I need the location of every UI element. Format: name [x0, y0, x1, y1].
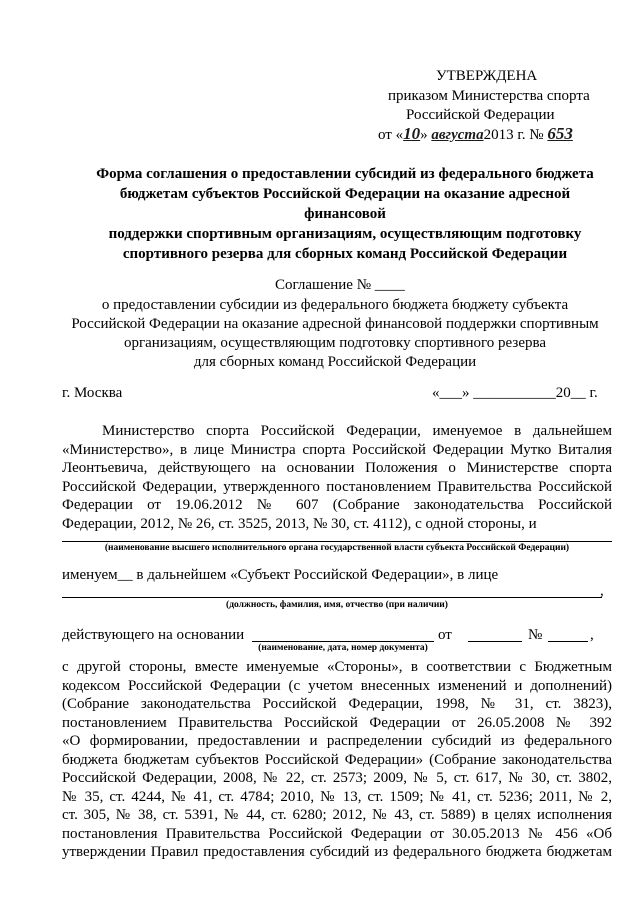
agreement-subtitle-line: о предоставлении субсидии из федерального бюджета бюджету субъекта [101, 297, 569, 313]
paragraph-line: Министерство спорта Российской Федерации, именуемое в дальнейшем [102, 423, 612, 439]
approval-date-line [378, 124, 573, 145]
paragraph-line: Федерации от 19.06.2012 № 607 (Собрание законодательства Российской [62, 497, 612, 513]
paragraph-line: «Министерство», в лице Министра спорта Российской Федерации Мутко Виталия [62, 441, 612, 458]
form-title-line: бюджетам субъектов Российской Федерации на оказание адресной финансовой [119, 186, 571, 222]
agreement-subtitle-line: для сборных команд Российской Федерации [193, 354, 477, 370]
paragraph-line: постановлением Правительства Российской Федерации от 26.05.2008 № 392 [62, 714, 612, 731]
agreement-subtitle [55, 296, 615, 372]
person-field-comma: , [600, 583, 604, 599]
approval-country: Российской Федерации [406, 107, 555, 123]
form-title-line: спортивного резерва для сборных команд Российской Федерации [122, 246, 568, 262]
approval-date-year: 2013 г. № [483, 127, 544, 143]
agreement-subtitle-line: организациям, осуществляющим подготовку спортивного резерва [123, 335, 547, 351]
basis-document-field[interactable] [252, 641, 434, 642]
paragraph-line: Леонтьевича, действующего на основании Положения о Министерстве спорта [62, 460, 612, 476]
approval-date-day: 10 [403, 124, 421, 143]
executive-body-caption: (наименование высшего исполнительного органа государственной власти субъекта Российской Федерации) [104, 543, 570, 553]
basis-number-field[interactable] [548, 641, 588, 642]
paragraph-line: № 35, ст. 4244, № 41, ст. 4784; 2010, № 13, ст. 1509; № 41, ст. 5236; 2011, № 2, [62, 788, 612, 805]
paragraph-line: (Собрание законодательства Российской Федерации, 1998, № 31, ст. 3823), [62, 696, 612, 712]
place-date: «___» ___________20__ г. [432, 385, 598, 401]
form-title-line: Форма соглашения о предоставлении субсидий из федерального бюджета [96, 166, 594, 182]
basis-from-label: от [438, 627, 452, 643]
basis-label: действующего на основании [62, 627, 245, 643]
place-city: г. Москва [62, 385, 123, 401]
paragraph-line: Федерации, 2012, № 26, ст. 3525, 2013, № 30, ст. 4112), с одной стороны, и [62, 515, 537, 532]
approval-date-mid: » [420, 127, 428, 143]
agreement-subtitle-line: Российской Федерации на оказание адресной финансовой поддержки спортивным [71, 316, 599, 332]
approval-date-month: августа [431, 127, 484, 143]
approval-date-number: 653 [547, 124, 573, 143]
executive-body-field[interactable] [62, 541, 612, 542]
paragraph-line: Российской Федерации, 2008, № 22, ст. 2573; 2009, № 5, ст. 617, № 30, ст. 3802, [62, 770, 612, 786]
agreement-heading: Соглашение № ____ [275, 277, 405, 293]
paragraph-line: постановления Правительства Российской Федерации от 30.05.2013 № 456 «Об [62, 825, 612, 842]
paragraph-line: кодексом Российской Федерации (с учетом внесенных изменений и дополнений) [62, 677, 612, 694]
paragraph-line: утверждении Правил предоставления субсидий из федерального бюджета бюджетам [62, 844, 612, 860]
approval-date-prefix: от « [378, 127, 404, 143]
basis-number-label: № [528, 627, 543, 643]
paragraph-line: «О формировании, предоставлении и распределении субсидий из федерального [62, 733, 612, 749]
paragraph-line: бюджета бюджетам субъектов Российской Федерации» (Собрание законодательства [62, 751, 612, 768]
approval-order: приказом Министерства спорта [388, 88, 590, 104]
basis-end: , [590, 627, 594, 643]
form-title-line: поддержки спортивным организациям, осуществляющим подготовку [108, 226, 582, 242]
document-caption: (наименование, дата, номер документа) [258, 643, 428, 653]
paragraph-ministry [62, 422, 612, 533]
paragraph-line: с другой стороны, вместе именуемые «Стороны», в соответствии с Бюджетным [62, 659, 612, 675]
person-field[interactable] [62, 597, 602, 598]
approval-title: УТВЕРЖДЕНА [436, 68, 538, 84]
named-line: именуем__ в дальнейшем «Субъект Российской Федерации», в лице [62, 567, 499, 583]
form-title [80, 164, 610, 264]
person-caption: (должность, фамилия, имя, отчество (при наличии) [226, 600, 448, 610]
paragraph-line: Российской Федерации, утвержденного постановлением Правительства Российской [62, 478, 612, 495]
paragraph-line: ст. 305, № 38, ст. 5391, № 44, ст. 6280; 2012, № 43, ст. 5889) в целях исполнения [62, 807, 612, 823]
paragraph-legal-basis [62, 658, 612, 862]
basis-date-field[interactable] [468, 641, 522, 642]
